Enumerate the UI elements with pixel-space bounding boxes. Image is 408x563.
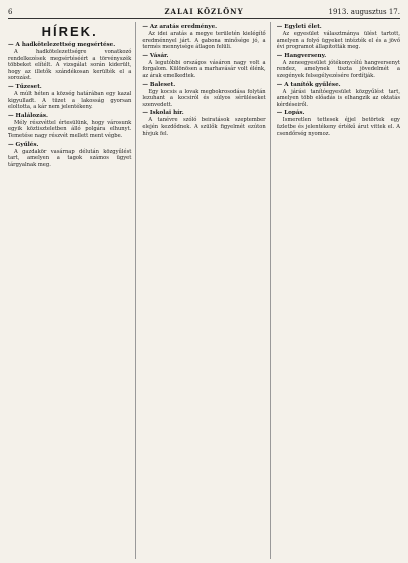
article-text: Az idei aratás a megye területén kielégítő eredménnyel járt. A gabona minősége jó, a termés mennyisége átlagon felüli. [142,31,266,51]
article-heading: — Vásár. [142,52,169,59]
article-heading: — Gyűlés. [8,141,39,148]
article-heading: — Az aratás eredménye. [142,24,218,30]
column-1 [8,22,136,559]
article-heading: — Halálozás. [8,112,48,119]
article-heading: — Iskolai hír. [142,110,184,117]
section-title: HÍREK. [41,24,98,39]
article-heading: — A tanítók gyűlése. [276,81,341,88]
page-header [8,6,400,19]
column-2 [142,22,270,559]
article-text: Az egyesület választmánya ülést tartott, amelyen a folyó ügyeket intézték el és a jövő évi programot állapították meg. [276,31,400,51]
article-text: Mély részvéttel értesülünk, hogy városunk egyik köztiszteletben álló polgára elhunyt. Temetése nagy részvét mellett ment végbe. [8,119,132,139]
page-number: 6 [8,8,13,16]
article-text: A legutóbbi országos vásáron nagy volt a forgalom. Különösen a marhavásár volt élénk, az árak emelkedtek. [142,59,266,79]
article-heading: — Hangverseny. [276,52,327,59]
columns [8,22,400,559]
article-text: Ismeretlen tettesek éjjel betörtek egy üzletbe és jelentékeny értékű árut vittek el. A csendőrség nyomoz. [276,117,400,137]
article-heading: — A hadkötelezettség megsértése. [8,42,116,48]
article-heading: — Lopás. [276,110,305,117]
article-text: Egy kocsis a lovak megbokrosodása folytán lezuhant a kocsiról és súlyos sérüléseket szenvedett. [142,88,266,108]
issue-date: 1913. augusztus 17. [328,8,400,16]
article-text: A járási tanítóegyesület közgyűlést tart, amelyen több előadás is elhangzik az oktatás kérdéseiről. [276,88,400,108]
article-text: A tanévre szóló beiratások szeptember elején kezdődnek. A szülők figyelmét ezúton hívjuk fel. [142,117,266,137]
article-text: A zeneegyesület jótékonycélú hangversenyt rendez, amelynek tiszta jövedelmét a szegények felsegélyezésére fordítják. [276,59,400,79]
article-text: A gazdakör vasárnap délután közgyűlést tart, amelyen a tagok számos ügyet tárgyalnak meg. [8,148,132,168]
masthead: ZALAI KÖZLÖNY [164,7,244,16]
article-heading: — Egyleti élet. [276,24,322,30]
article-text: A múlt héten a község határában egy kazal kigyulladt. A tüzet a lakosság gyorsan eloltotta, a kár nem jelentékeny. [8,90,132,111]
article-heading: — Tűzeset. [8,83,42,90]
article-text: A hadkötelezettségre vonatkozó rendelkezések megsértéséért a törvényszék többeket elítélt. A vizsgálat során kiderült, hogy az illetők szándékosan kerülték el a sorozást. [8,49,132,82]
article-heading: — Baleset. [142,81,176,88]
column-3 [277,22,400,559]
